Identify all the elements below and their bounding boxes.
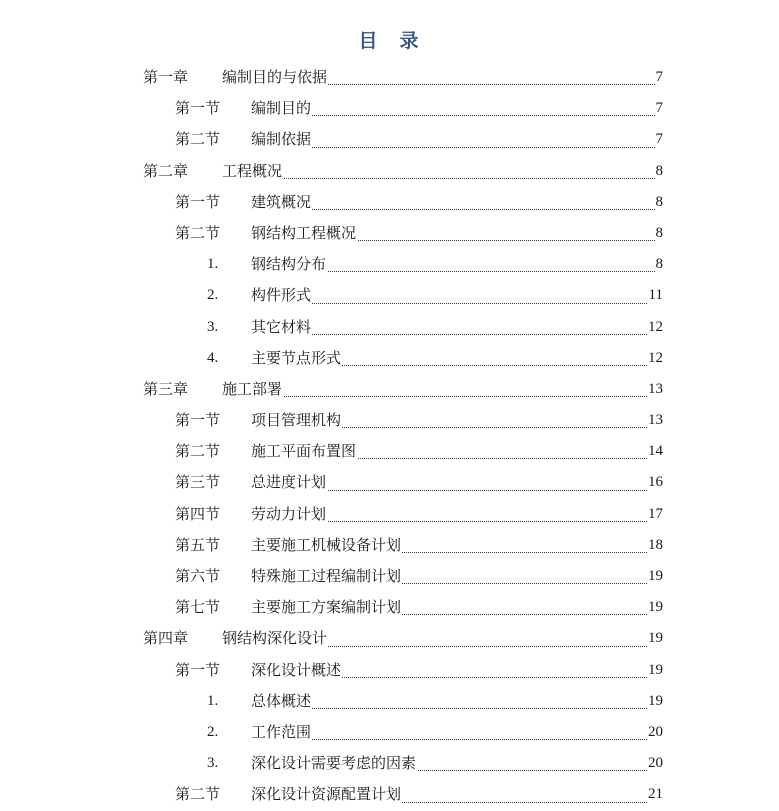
- toc-entry-level2[interactable]: [0, 124, 779, 155]
- toc-heading: [0, 26, 779, 53]
- toc-entry-label: 第二节: [175, 130, 221, 149]
- toc-entry-label: 第一节: [175, 660, 221, 679]
- toc-entry-title: 总进度计划: [251, 467, 327, 498]
- toc-entry-title: 深化设计资源配置计划: [251, 779, 402, 810]
- toc-entry-level2[interactable]: [0, 779, 779, 810]
- toc-entry-level3[interactable]: [0, 686, 779, 717]
- toc-entry-label: 第四章: [143, 629, 189, 648]
- toc-entry-label: 3.: [207, 318, 219, 335]
- toc-entry-page-number: 19: [647, 561, 663, 592]
- toc-entry-page-number: 19: [647, 623, 663, 654]
- toc-entry-label: 第一章: [143, 68, 189, 86]
- toc-entry-title: 项目管理机构: [251, 405, 342, 436]
- toc-entry-level3[interactable]: [0, 717, 779, 748]
- toc-entry-level2[interactable]: [0, 499, 779, 530]
- toc-entry-title: 主要节点形式: [251, 343, 342, 374]
- toc-entry-label: 4.: [207, 349, 219, 366]
- toc-entry-page-number: 7: [655, 93, 664, 124]
- toc-entry-page-number: 8: [655, 156, 664, 187]
- toc-entry-title: 工作范围: [251, 717, 312, 748]
- toc-entry-level2[interactable]: [0, 592, 779, 623]
- toc-entry-page-number: 19: [647, 655, 663, 686]
- dot-leader: [251, 708, 663, 709]
- toc-entry-label: 第七节: [175, 598, 221, 617]
- toc-entry-title: 建筑概况: [251, 187, 312, 218]
- dot-leader: [251, 147, 663, 148]
- toc-entry-level3[interactable]: [0, 280, 779, 311]
- toc-entry-level2[interactable]: [0, 467, 779, 498]
- toc-entry-level2[interactable]: [0, 218, 779, 249]
- toc-list: [0, 62, 779, 811]
- dot-leader: [222, 396, 663, 397]
- toc-entry-level3[interactable]: [0, 249, 779, 280]
- toc-entry-title: 钢结构分布: [251, 249, 327, 280]
- toc-entry-title: 编制目的: [251, 93, 312, 124]
- toc-entry-level2[interactable]: [0, 655, 779, 686]
- toc-entry-page-number: 7: [655, 124, 664, 155]
- dot-leader: [222, 178, 663, 179]
- toc-entry-level2[interactable]: [0, 187, 779, 218]
- toc-entry-title: 钢结构工程概况: [251, 218, 357, 249]
- toc-entry-level1[interactable]: [0, 623, 779, 654]
- toc-entry-page-number: 12: [647, 343, 663, 374]
- toc-entry-page-number: 8: [655, 187, 664, 218]
- toc-entry-page-number: 8: [655, 218, 664, 249]
- toc-entry-page-number: 17: [647, 499, 663, 530]
- toc-entry-title: 工程概况: [222, 156, 283, 187]
- toc-entry-label: 3.: [207, 755, 219, 772]
- toc-entry-title: 钢结构深化设计: [222, 623, 328, 654]
- toc-entry-page-number: 11: [648, 280, 663, 311]
- toc-entry-page-number: 19: [647, 686, 663, 717]
- toc-entry-label: 第六节: [175, 567, 221, 585]
- toc-entry-label: 1.: [207, 256, 219, 273]
- toc-entry-page-number: 14: [647, 436, 663, 467]
- toc-entry-page-number: 12: [647, 312, 663, 343]
- toc-entry-title: 其它材料: [251, 312, 312, 343]
- toc-entry-level2[interactable]: [0, 405, 779, 436]
- toc-entry-title: 特殊施工过程编制计划: [251, 561, 402, 592]
- toc-entry-page-number: 13: [647, 405, 663, 436]
- dot-leader: [251, 209, 663, 210]
- toc-entry-label: 第四节: [175, 504, 221, 523]
- toc-entry-label: 第二节: [175, 785, 221, 804]
- toc-entry-level1[interactable]: [0, 62, 779, 93]
- toc-entry-label: 第二节: [175, 223, 221, 242]
- toc-entry-label: 2.: [207, 723, 219, 740]
- toc-entry-level2[interactable]: [0, 436, 779, 467]
- toc-entry-level3[interactable]: [0, 343, 779, 374]
- toc-entry-label: 第二节: [175, 442, 221, 461]
- toc-entry-title: 劳动力计划: [251, 499, 327, 530]
- toc-entry-label: 第五节: [175, 535, 221, 554]
- dot-leader: [251, 303, 663, 304]
- toc-entry-level3[interactable]: [0, 748, 779, 779]
- toc-heading-char-2: 录: [399, 30, 421, 52]
- toc-entry-page-number: 16: [647, 467, 663, 498]
- toc-entry-label: 1.: [207, 692, 219, 709]
- toc-entry-title: 施工部署: [222, 374, 283, 405]
- toc-entry-label: 第一节: [175, 99, 221, 118]
- toc-entry-title: 主要施工机械设备计划: [251, 530, 402, 561]
- toc-entry-label: 第二章: [143, 161, 189, 180]
- toc-entry-title: 主要施工方案编制计划: [251, 592, 402, 623]
- toc-entry-title: 构件形式: [251, 280, 312, 311]
- toc-entry-level3[interactable]: [0, 312, 779, 343]
- toc-entry-title: 编制依据: [251, 124, 312, 155]
- toc-entry-title: 施工平面布置图: [251, 436, 357, 467]
- toc-entry-level1[interactable]: [0, 374, 779, 405]
- toc-entry-title: 编制目的与依据: [222, 62, 328, 93]
- toc-entry-label: 2.: [207, 287, 219, 304]
- toc-entry-label: 第三章: [143, 379, 189, 398]
- toc-entry-page-number: 13: [647, 374, 663, 405]
- toc-entry-label: 第一节: [175, 192, 221, 211]
- toc-entry-page-number: 20: [647, 748, 663, 779]
- toc-entry-page-number: 21: [647, 779, 663, 810]
- dot-leader: [251, 739, 663, 740]
- toc-entry-title: 深化设计需要考虑的因素: [251, 748, 417, 779]
- toc-entry-page-number: 8: [655, 249, 664, 280]
- dot-leader: [251, 115, 663, 116]
- toc-entry-label: 第三节: [175, 473, 221, 492]
- toc-entry-level2[interactable]: [0, 93, 779, 124]
- toc-entry-page-number: 19: [647, 592, 663, 623]
- toc-entry-level2[interactable]: [0, 530, 779, 561]
- toc-entry-level2[interactable]: [0, 561, 779, 592]
- dot-leader: [251, 334, 663, 335]
- toc-entry-page-number: 7: [655, 62, 664, 93]
- toc-entry-title: 深化设计概述: [251, 655, 342, 686]
- toc-entry-page-number: 18: [647, 530, 663, 561]
- toc-entry-title: 总体概述: [251, 686, 312, 717]
- toc-heading-char-1: 目: [358, 30, 380, 52]
- toc-entry-label: 第一节: [175, 411, 221, 430]
- toc-entry-page-number: 20: [647, 717, 663, 748]
- toc-entry-level1[interactable]: [0, 156, 779, 187]
